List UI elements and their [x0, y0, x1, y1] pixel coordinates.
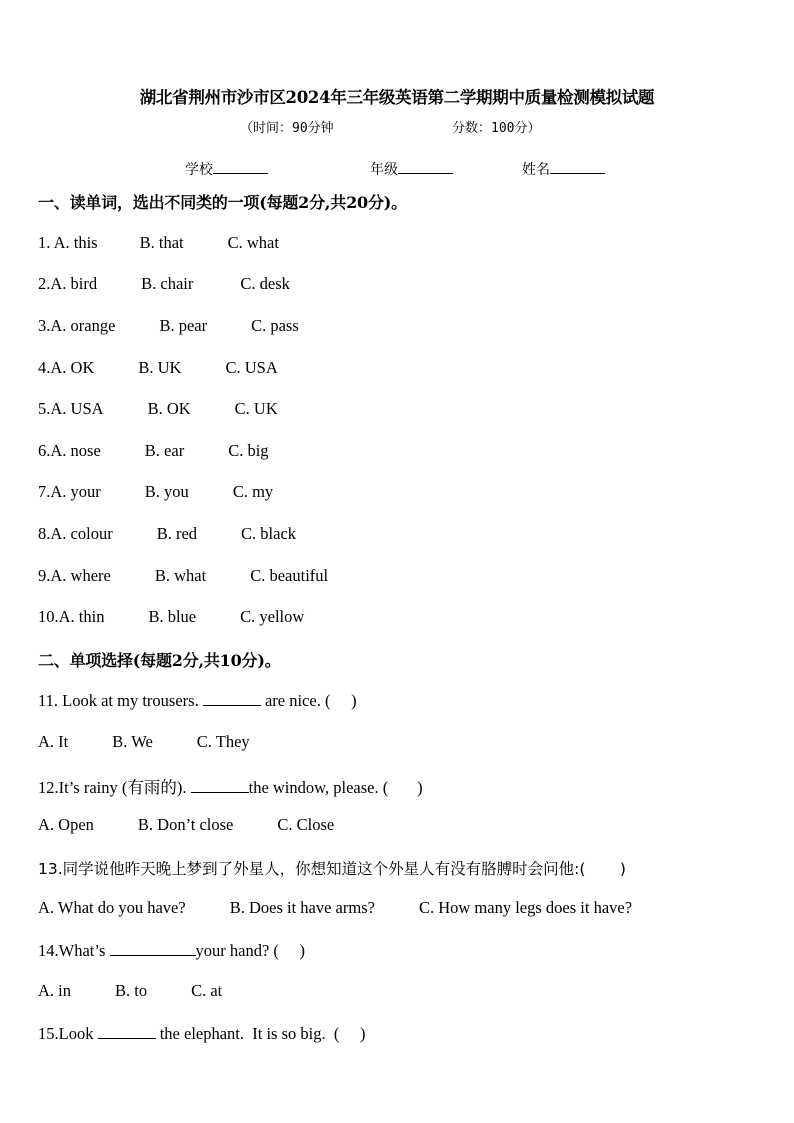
question-8 — [38, 524, 296, 544]
question-text: 13.同学说他昨天晚上梦到了外星人，你想知道这个外星人有没有胳膊时会问他:( ) — [38, 860, 626, 878]
option-a: A. It — [38, 732, 69, 751]
question-number: 10. — [38, 607, 59, 626]
question-2 — [38, 274, 290, 294]
option-c: C. pass — [251, 316, 299, 335]
question-11-options — [38, 732, 250, 752]
question-14-options — [38, 981, 222, 1001]
option-b: B. Don’t close — [137, 815, 234, 834]
option-b: B. that — [139, 233, 184, 252]
option-c: C. at — [191, 981, 223, 1000]
option-a: A. nose — [50, 441, 101, 460]
option-b: B. We — [112, 732, 153, 751]
option-a: A. USA — [50, 399, 104, 418]
option-c: C. Close — [277, 815, 335, 834]
option-c: C. beautiful — [250, 566, 329, 585]
question-12-options — [38, 815, 334, 835]
answer-blank[interactable] — [98, 1023, 156, 1039]
school-label: 学校 — [185, 162, 213, 178]
question-5 — [38, 399, 278, 419]
exam-time: （时间：90分钟 — [240, 121, 334, 136]
option-a: A. OK — [50, 358, 95, 377]
question-number: 1. — [38, 233, 54, 252]
question-number: 2. — [38, 274, 51, 293]
name-label: 姓名 — [522, 162, 550, 178]
question-14 — [38, 940, 305, 961]
question-text-end: are nice. ( ) — [260, 691, 357, 710]
option-a: A. orange — [50, 316, 116, 335]
question-text-end: the window, please. ( ) — [248, 778, 423, 797]
question-number: 4. — [38, 358, 51, 377]
option-c: C. How many legs does it have? — [418, 898, 633, 917]
option-b: B. UK — [138, 358, 182, 377]
option-b: B. chair — [141, 274, 194, 293]
section-2-heading: 二、单项选择(每题2分,共10分)。 — [38, 651, 281, 670]
option-b: B. Does it have arms? — [229, 898, 375, 917]
question-number: 6. — [38, 441, 51, 460]
answer-blank[interactable] — [110, 940, 196, 956]
option-b: B. blue — [148, 607, 197, 626]
question-1 — [38, 233, 279, 253]
grade-field — [370, 159, 453, 179]
option-a: A. your — [50, 482, 101, 501]
exam-score: 分数：100分） — [452, 121, 541, 136]
question-12 — [38, 774, 423, 798]
option-a: A. in — [38, 981, 71, 1000]
question-6 — [38, 441, 269, 461]
question-10 — [38, 607, 304, 627]
option-c: C. desk — [240, 274, 290, 293]
school-field — [185, 159, 268, 179]
option-a: A. What do you have? — [38, 898, 186, 917]
question-text-end: the elephant. It is so big. ( ) — [155, 1024, 366, 1043]
answer-blank[interactable] — [203, 690, 261, 706]
question-number: 9. — [38, 566, 51, 585]
option-c: C. USA — [225, 358, 278, 377]
option-c: C. what — [227, 233, 279, 252]
option-b: B. red — [156, 524, 198, 543]
question-text: 15.Look — [38, 1024, 98, 1043]
question-text: 12.It’s rainy (有雨的). — [38, 778, 191, 797]
option-b: B. ear — [144, 441, 185, 460]
question-number: 8. — [38, 524, 51, 543]
option-a: A. colour — [50, 524, 113, 543]
name-blank[interactable] — [550, 159, 605, 174]
question-3 — [38, 316, 299, 336]
question-text: 14.What’s — [38, 941, 110, 960]
option-b: B. OK — [147, 399, 191, 418]
option-c: C. UK — [234, 399, 278, 418]
question-text-end: your hand? ( ) — [195, 941, 306, 960]
option-a: A. Open — [38, 815, 94, 834]
option-c: C. black — [241, 524, 297, 543]
question-13 — [38, 857, 626, 879]
question-4 — [38, 358, 278, 378]
question-9 — [38, 566, 328, 586]
option-a: A. thin — [58, 607, 105, 626]
school-blank[interactable] — [213, 159, 268, 174]
name-field — [522, 159, 605, 179]
question-15 — [38, 1023, 365, 1044]
option-b: B. what — [154, 566, 207, 585]
question-number: 7. — [38, 482, 51, 501]
option-a: A. where — [50, 566, 111, 585]
question-text: 11. Look at my trousers. — [38, 691, 203, 710]
grade-label: 年级 — [370, 162, 398, 178]
option-b: B. pear — [159, 316, 208, 335]
question-number: 5. — [38, 399, 51, 418]
option-c: C. big — [228, 441, 269, 460]
option-b: B. to — [115, 981, 148, 1000]
option-a: A. bird — [50, 274, 98, 293]
option-a: A. this — [53, 233, 98, 252]
grade-blank[interactable] — [398, 159, 453, 174]
option-b: B. you — [144, 482, 189, 501]
option-c: C. my — [232, 482, 274, 501]
question-7 — [38, 482, 273, 502]
option-c: C. They — [196, 732, 250, 751]
question-11 — [38, 690, 357, 711]
question-number: 3. — [38, 316, 51, 335]
section-1-heading: 一、读单词，选出不同类的一项(每题2分,共20分)。 — [38, 193, 407, 212]
option-c: C. yellow — [240, 607, 305, 626]
question-13-options — [38, 898, 632, 918]
exam-title: 湖北省荆州市沙市区2024年三年级英语第二学期期中质量检测模拟试题 — [139, 88, 655, 107]
answer-blank[interactable] — [191, 777, 249, 793]
